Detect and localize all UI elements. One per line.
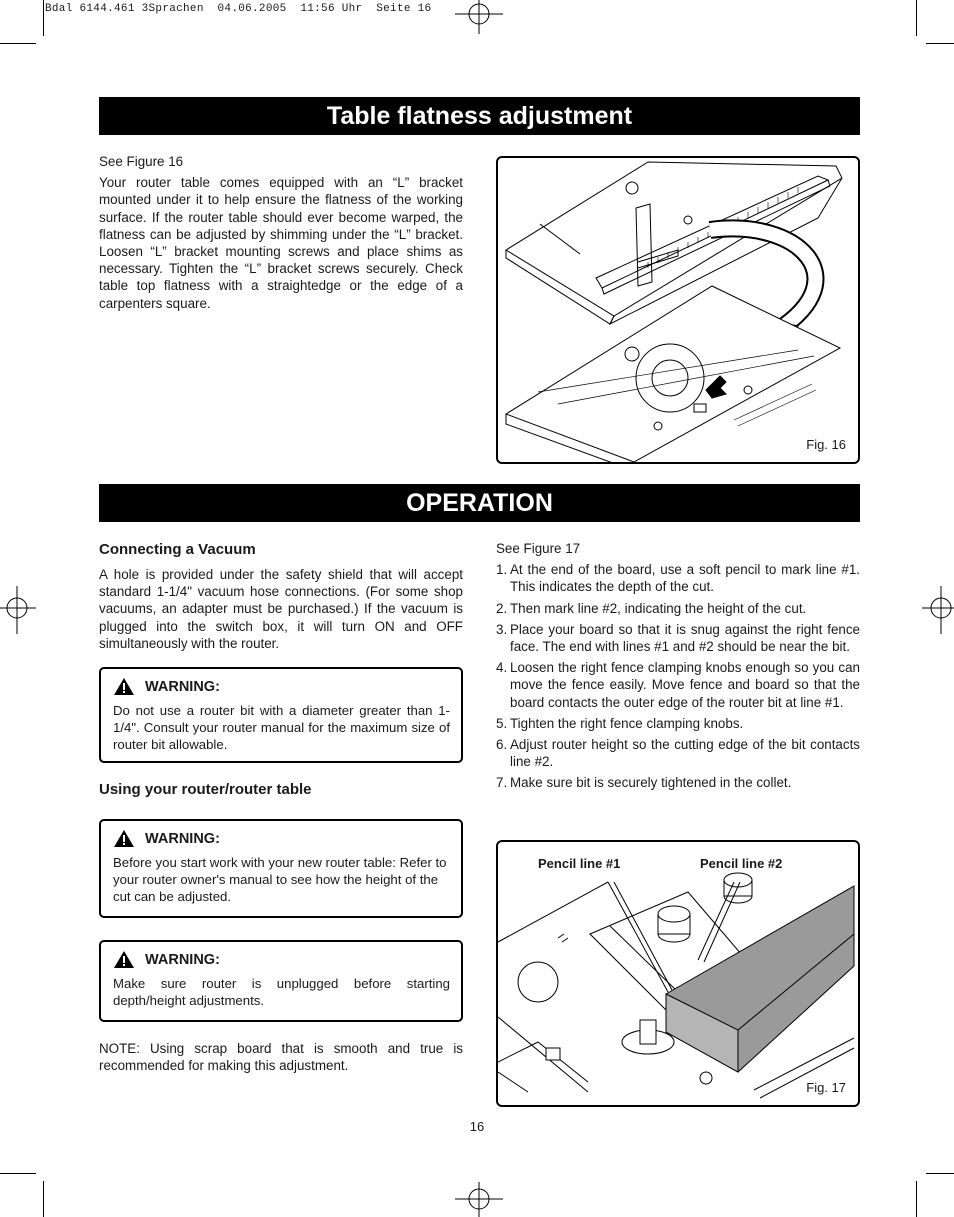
figure-16-caption: Fig. 16 — [806, 437, 846, 452]
steps-list — [496, 561, 860, 791]
warning-triangle-icon — [113, 950, 135, 969]
warning-text: Do not use a router bit with a diameter greater than 1-1/4". Consult your router manual for the maximum size of router bit allowable. — [113, 703, 450, 753]
router-table-illustration — [498, 158, 858, 462]
list-item — [496, 621, 860, 655]
list-item — [496, 600, 860, 617]
note-paragraph: NOTE: Using scrap board that is smooth and true is recommended for making this adjustment. — [99, 1041, 463, 1074]
step-text: Make sure bit is securely tightened in the collet. — [510, 775, 792, 791]
list-item — [496, 774, 860, 791]
step-number: 7. — [496, 775, 508, 791]
step-number: 1. — [496, 562, 508, 578]
step-number: 5. — [496, 715, 508, 731]
figure-17-caption: Fig. 17 — [806, 1080, 846, 1095]
warning-box-bit-diameter — [99, 667, 463, 763]
registration-mark-right — [922, 586, 954, 636]
figure-17 — [496, 840, 860, 1107]
pencil-line-1-label: Pencil line #1 — [538, 856, 621, 871]
step-text: Then mark line #2, indicating the height of the cut. — [510, 600, 807, 616]
pencil-line-2-label: Pencil line #2 — [700, 856, 783, 871]
flatness-paragraph: Your router table comes equipped with an “L” bracket mounted under it to help ensure the flatness of the working surface. If the router table should ever become warped, the flatness can be adjusted by shimming under the “L” bracket. Loosen “L” bracket mounting screws and place shims as necessary. Tighten the “L” bracket screws securely. Check table top flatness with a straightedge or the edge of a carpenters square. — [99, 175, 463, 311]
warning-box-unplugged — [99, 940, 463, 1022]
warning-label: WARNING: — [145, 951, 220, 968]
see-figure-16: See Figure 16 — [99, 154, 184, 169]
step-text: At the end of the board, use a soft pencil to mark line #1. This indicates the depth of the cut. — [510, 562, 860, 595]
list-item — [496, 659, 860, 711]
step-number: 2. — [496, 600, 508, 616]
steps-section — [496, 540, 860, 796]
list-item — [496, 561, 860, 595]
router-bit-board-illustration — [498, 842, 858, 1105]
warning-text: Make sure router is unplugged before starting depth/height adjustments. — [113, 976, 450, 1009]
warning-triangle-icon — [113, 677, 135, 696]
warning-label: WARNING: — [145, 678, 220, 695]
vacuum-section — [99, 541, 463, 652]
see-figure-17: See Figure 17 — [496, 541, 581, 556]
registration-mark-bottom — [455, 1180, 505, 1217]
warning-text: Before you start work with your new router table: Refer to your router owner's manual to see how the height of the cut can be adjusted. — [113, 855, 447, 905]
warning-box-owners-manual — [99, 819, 463, 918]
step-number: 4. — [496, 660, 508, 676]
vacuum-heading: Connecting a Vacuum — [99, 541, 256, 558]
list-item — [496, 736, 860, 770]
section-title-operation: OPERATION — [99, 484, 860, 522]
registration-mark-top — [455, 0, 505, 36]
figure-16 — [496, 156, 860, 464]
flatness-text — [99, 153, 463, 312]
print-header: Bdal 6144.461 3Sprachen 04.06.2005 11:56 Uhr Seite 16 — [45, 3, 432, 15]
warning-triangle-icon — [113, 829, 135, 848]
section-title-table-flatness: Table flatness adjustment — [99, 97, 860, 135]
step-number: 6. — [496, 737, 508, 753]
step-text: Place your board so that it is snug against the right fence face. The end with lines #1 and #2 should be near the bit. — [510, 621, 860, 655]
list-item — [496, 715, 860, 732]
page-number: 16 — [469, 1119, 485, 1134]
step-text: Adjust router height so the cutting edge of the bit contacts line #2. — [510, 737, 860, 770]
step-text: Tighten the right fence clamping knobs. — [510, 715, 744, 731]
vacuum-paragraph: A hole is provided under the safety shield that will accept standard 1-1/4" vacuum hose connections. (For some shop vacuums, an adapter must be purchased.) If the vacuum is plugged into the switch box, it will turn ON and OFF simultaneously with the router. — [99, 567, 463, 651]
registration-mark-left — [0, 586, 36, 636]
step-number: 3. — [496, 621, 508, 637]
step-text: Loosen the right fence clamping knobs enough so you can move the fence easily. Move fence and board so that the board contacts the outer edge of the router bit at line #1. — [510, 660, 860, 710]
router-heading: Using your router/router table — [99, 781, 312, 798]
warning-label: WARNING: — [145, 830, 220, 847]
